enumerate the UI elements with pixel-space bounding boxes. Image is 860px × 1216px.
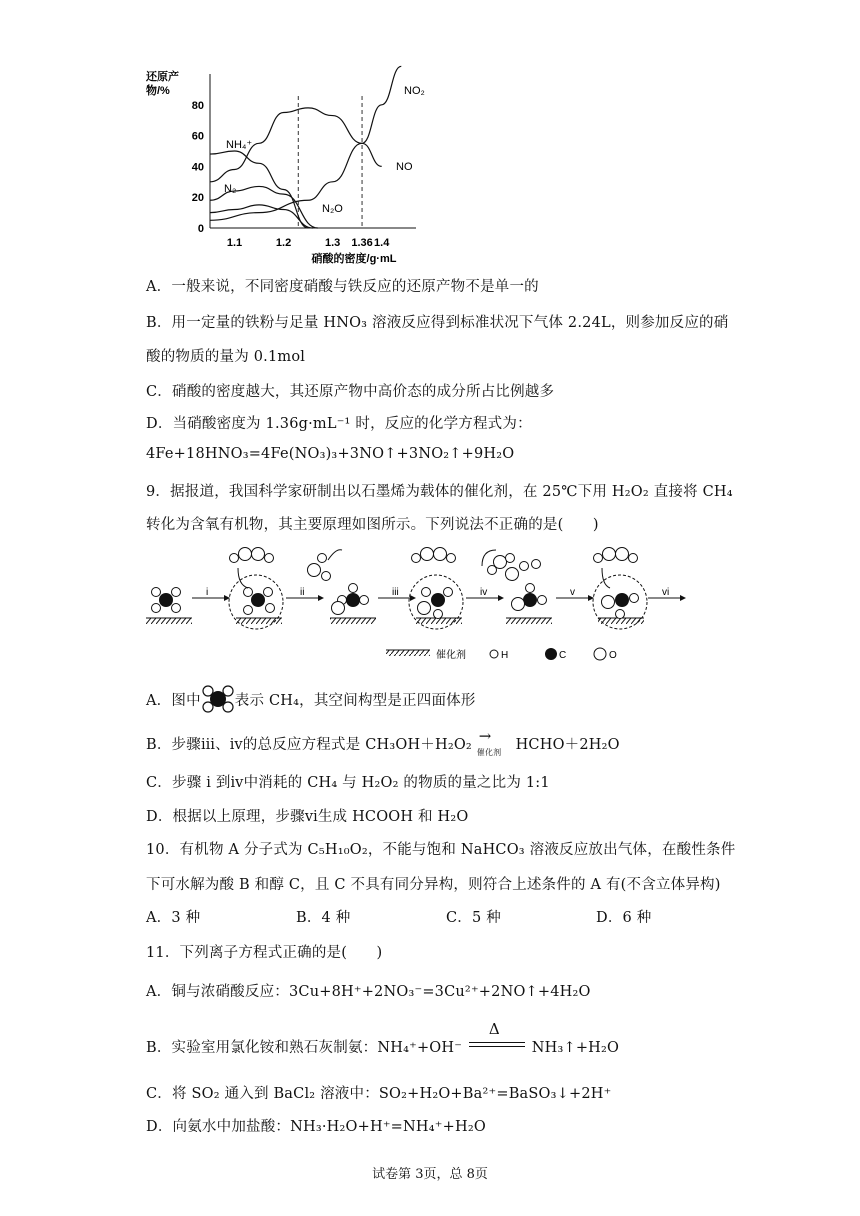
q9-option-b-suffix: HCHO＋2H₂O bbox=[515, 737, 620, 753]
oxygen-atom-icon bbox=[434, 548, 447, 561]
hydrogen-atom-icon bbox=[244, 588, 253, 597]
hydrogen-atom-icon bbox=[447, 554, 456, 563]
series-label-n2o: N₂O bbox=[322, 203, 343, 215]
carbon-atom-icon bbox=[346, 593, 360, 607]
series-label-n2: N₂ bbox=[224, 183, 237, 195]
step-label: vi bbox=[662, 587, 670, 598]
q10-option-d: D．6 种 bbox=[596, 910, 652, 926]
oxygen-atom-icon bbox=[332, 602, 345, 615]
oxygen-atom-icon bbox=[603, 548, 616, 561]
legend-c-label: C bbox=[559, 650, 567, 661]
y-tick-label: 80 bbox=[191, 99, 204, 112]
q8-option-d-line2: 4Fe+18HNO₃=4Fe(NO₃)₃+3NO↑+3NO₂↑+9H₂O bbox=[146, 446, 515, 462]
x-tick-label: 1.3 bbox=[324, 237, 341, 249]
x-tick-label: 1.2 bbox=[275, 237, 292, 249]
hydrogen-atom-icon bbox=[594, 554, 603, 563]
q8-option-c: C．硝酸的密度越大，其还原产物中高价态的成分所占比例越多 bbox=[146, 384, 555, 400]
hydrogen-atom-icon bbox=[230, 554, 239, 563]
oxygen-atom-icon bbox=[239, 548, 252, 561]
curved-arrow-icon bbox=[328, 550, 342, 560]
carbon-atom-icon bbox=[251, 593, 265, 607]
carbon-atom-icon bbox=[523, 593, 537, 607]
hydrogen-atom-icon bbox=[506, 554, 515, 563]
q8-option-b-line1: B．用一定量的铁粉与足量 HNO₃ 溶液反应得到标准状况下气体 2.24L，则参加反应的硝 bbox=[146, 315, 729, 331]
y-tick-label: 40 bbox=[191, 161, 204, 174]
series-label-nh4: NH₄⁺ bbox=[226, 139, 253, 151]
q9-stem-line2: 转化为含氧有机物，其主要原理如图所示。下列说法不正确的是( ) bbox=[146, 517, 599, 533]
hydrogen-atom-icon bbox=[520, 562, 529, 571]
q9-option-d: D．根据以上原理，步骤ⅵ生成 HCOOH 和 H₂O bbox=[146, 809, 469, 825]
legend-o-label: O bbox=[609, 650, 617, 661]
equilibrium-double-line-icon bbox=[469, 1042, 525, 1047]
q9-option-a-suffix: 表示 CH₄，其空间构型是正四面体形 bbox=[234, 693, 476, 709]
legend-h-icon bbox=[490, 650, 498, 658]
catalyst-surface bbox=[598, 618, 644, 624]
q10-options bbox=[146, 906, 651, 927]
q9-option-b-condition: 催化剂 bbox=[476, 748, 502, 757]
carbon-atom-icon bbox=[615, 593, 629, 607]
curved-arrow-icon bbox=[602, 568, 610, 588]
hydrogen-atom-icon bbox=[152, 604, 161, 613]
y-tick-label: 20 bbox=[191, 192, 204, 205]
diagram-legend bbox=[386, 648, 617, 661]
step-label: ii bbox=[300, 587, 305, 598]
q9-stem-line1: 9．据报道，我国科学家研制出以石墨烯为载体的催化剂，在 25℃下用 H₂O₂ 直接将 CH₄ bbox=[146, 484, 733, 500]
hydrogen-atom-icon bbox=[532, 560, 541, 569]
step-label: iv bbox=[480, 587, 488, 598]
hydrogen-atom-icon bbox=[318, 554, 327, 563]
q8-option-b-line2: 酸的物质的量为 0.1mol bbox=[146, 349, 306, 365]
series-label-no2: NO₂ bbox=[404, 85, 425, 97]
catalyst-surface bbox=[236, 618, 282, 624]
legend-c-icon bbox=[545, 648, 557, 660]
hydrogen-atom-icon bbox=[616, 610, 625, 619]
y-axis-title-1: 还原产 bbox=[146, 71, 179, 83]
hydrogen-atom-icon bbox=[244, 606, 253, 615]
q9-option-c: C．步骤 i 到ⅳ中消耗的 CH₄ 与 H₂O₂ 的物质的量之比为 1:1 bbox=[146, 775, 550, 791]
q10-stem-line1: 10．有机物 A 分子式为 C₅H₁₀O₂，不能与饱和 NaHCO₃ 溶液反应放出气体，在酸性条件 bbox=[146, 842, 736, 858]
oxygen-atom-icon bbox=[252, 548, 265, 561]
q11-option-b-delta: Δ bbox=[488, 1020, 500, 1038]
q11-option-b-suffix: NH₃↑+H₂O bbox=[531, 1040, 620, 1056]
y-tick-label: 60 bbox=[191, 130, 204, 143]
hydrogen-atom-icon bbox=[526, 584, 535, 593]
x-tick-label: 1.4 bbox=[374, 237, 390, 249]
hydrogen-atom-icon bbox=[444, 588, 453, 597]
catalyst-surface bbox=[416, 618, 462, 624]
q11-stem: 11．下列离子方程式正确的是( ) bbox=[146, 945, 383, 961]
q9-option-a-prefix: A．图中 bbox=[146, 693, 201, 709]
q10-option-a: A．3 种 bbox=[146, 910, 201, 926]
q9-option-b-prefix: B．步骤ⅲ、ⅳ的总反应方程式是 CH₃OH＋H₂O₂ bbox=[146, 737, 472, 753]
oxygen-atom-icon bbox=[602, 596, 615, 609]
q8-option-a: A．一般来说，不同密度硝酸与铁反应的还原产物不是单一的 bbox=[146, 279, 539, 295]
step-label: iii bbox=[392, 587, 399, 598]
oxygen-atom-icon bbox=[506, 568, 519, 581]
hydrogen-atom-icon bbox=[538, 596, 547, 605]
legend-catalyst-label: 催化剂 bbox=[436, 650, 466, 661]
hydrogen-atom-icon bbox=[266, 604, 275, 613]
step-label: v bbox=[570, 587, 575, 598]
hydrogen-atom-icon bbox=[152, 588, 161, 597]
hydrogen-atom-icon bbox=[630, 594, 639, 603]
reaction-mechanism-diagram bbox=[146, 540, 670, 670]
oxygen-atom-icon bbox=[418, 602, 431, 615]
q11-option-c: C．将 SO₂ 通入到 BaCl₂ 溶液中：SO₂+H₂O+Ba²⁺=BaSO₃↓+2H⁺ bbox=[146, 1086, 612, 1102]
curved-arrow-icon bbox=[238, 568, 248, 588]
arrow-head-icon bbox=[410, 595, 416, 601]
q10-stem-line2: 下可水解为酸 B 和醇 C，且 C 不具有同分异构，则符合上述条件的 A 有(不含立体异构) bbox=[146, 877, 721, 893]
q8-option-d-line1: D．当硝酸密度为 1.36g·mL⁻¹ 时，反应的化学方程式为： bbox=[146, 416, 532, 432]
reaction-arrow-icon: → bbox=[478, 727, 492, 745]
x-axis-title: 硝酸的密度/g·mL bbox=[311, 253, 397, 265]
x-tick-label: 1.36 bbox=[351, 237, 373, 249]
q9-option-b bbox=[146, 727, 620, 757]
oxygen-atom-icon bbox=[494, 556, 507, 569]
y-tick-label: 0 bbox=[197, 223, 204, 235]
density-chart bbox=[146, 66, 446, 266]
legend-o-icon bbox=[594, 648, 606, 660]
arrow-head-icon bbox=[318, 595, 324, 601]
catalyst-surface bbox=[330, 618, 376, 624]
carbon-atom-icon bbox=[431, 593, 445, 607]
y-axis-title-2: 物/% bbox=[146, 85, 170, 97]
q11-option-a: A．铜与浓硝酸反应：3Cu+8H⁺+2NO₃⁻=3Cu²⁺+2NO↑+4H₂O bbox=[146, 984, 591, 1000]
step-label: i bbox=[206, 587, 209, 598]
hydrogen-atom-icon bbox=[172, 588, 181, 597]
series-line-4 bbox=[210, 205, 313, 228]
oxygen-atom-icon bbox=[512, 598, 525, 611]
q10-option-b: B．4 种 bbox=[296, 910, 351, 926]
carbon-atom-icon bbox=[159, 593, 173, 607]
x-tick-label: 1.1 bbox=[226, 237, 243, 249]
hydrogen-atom-icon bbox=[265, 554, 274, 563]
hydrogen-atom-icon bbox=[422, 588, 431, 597]
arrow-head-icon bbox=[680, 595, 686, 601]
methane-molecule-icon bbox=[201, 684, 235, 714]
hydrogen-atom-icon bbox=[172, 604, 181, 613]
catalyst-surface bbox=[146, 618, 192, 624]
oxygen-atom-icon bbox=[308, 564, 321, 577]
page-footer: 试卷第 3页，总 8页 bbox=[372, 1167, 488, 1182]
series-label-no: NO bbox=[396, 161, 413, 173]
hydrogen-atom-icon bbox=[360, 596, 369, 605]
q11-option-b-prefix: B．实验室用氯化铵和熟石灰制氨：NH₄⁺+OH⁻ bbox=[146, 1040, 463, 1056]
oxygen-atom-icon bbox=[421, 548, 434, 561]
oxygen-atom-icon bbox=[616, 548, 629, 561]
hydrogen-atom-icon bbox=[322, 572, 331, 581]
hydrogen-atom-icon bbox=[264, 588, 273, 597]
q11-option-b bbox=[146, 1020, 620, 1057]
arrow-head-icon bbox=[498, 595, 504, 601]
hydrogen-atom-icon bbox=[349, 584, 358, 593]
hydrogen-atom-icon bbox=[629, 554, 638, 563]
legend-h-label: H bbox=[501, 650, 509, 661]
hydrogen-atom-icon bbox=[412, 554, 421, 563]
q9-option-a bbox=[146, 684, 476, 714]
q11-option-d: D．向氨水中加盐酸：NH₃·H₂O+H⁺=NH₄⁺+H₂O bbox=[146, 1119, 486, 1135]
hydrogen-atom-icon bbox=[434, 610, 443, 619]
catalyst-surface bbox=[506, 618, 552, 624]
q10-option-c: C．5 种 bbox=[446, 910, 501, 926]
